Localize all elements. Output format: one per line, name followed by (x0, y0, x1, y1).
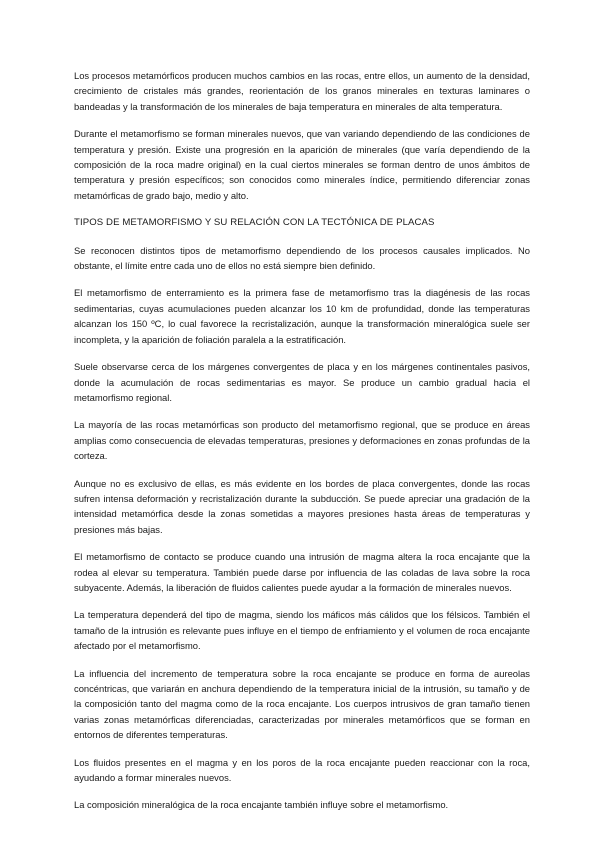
paragraph-convergent-borders: Aunque no es exclusivo de ellas, es más evidente en los bordes de placa convergentes, donde las rocas sufren intensa deformación y recristalización durante la subducción. Se puede apreciar una gradación de la intensidad metamórfica desde la zonas sometidas a mayores presiones hasta áreas de temperaturas y presiones más bajas. (74, 477, 530, 535)
section-heading: TIPOS DE METAMORFISMO Y SU RELACIÓN CON LA TECTÓNICA DE PLACAS (74, 217, 435, 229)
paragraph-contact-metamorphism: El metamorfismo de contacto se produce cuando una intrusión de magma altera la roca encajante que la rodea al elevar su temperatura. También puede darse por influencia de las coladas de lava sobre la roca subyacente. Además, la liberación de fluidos calientes puede ayudar a la formación de minerales nuevos. (74, 551, 530, 593)
paragraph-magma-temperature: La temperatura dependerá del tipo de magma, siendo los máficos más cálidos que los félsicos. También el tamaño de la intrusión es relevante pues influye en el tiempo de enfriamiento y el volumen de roca encajante afectado por el metamorfismo. (74, 609, 530, 652)
paragraph-new-minerals: Durante el metamorfismo se forman minerales nuevos, que van variando dependiendo de las condiciones de temperatura y presión. Existe una progresión en la aparición de minerales (que varía dependiendo de la composición de la roca madre original) en la cual ciertos minerales se forman dentro de unos ámbitos de temperatura y presión específicos; son conocidos como minerales índice, permitiendo diferenciar zonas metamórficas de grado bajo, medio y alto. (74, 128, 530, 201)
paragraph-types-intro: Se reconocen distintos tipos de metamorfismo dependiendo de los procesos causales implicados. No obstante, el límite entre cada uno de ellos no está siempre bien definido. (74, 244, 530, 272)
document-body (74, 68, 530, 825)
paragraph-regional-metamorphism: La mayoría de las rocas metamórficas son producto del metamorfismo regional, que se produce en áreas amplias como consecuencia de elevadas temperaturas, presiones y deformaciones en zonas profundas de la corteza. (74, 419, 530, 462)
paragraph-fluids: Los fluidos presentes en el magma y en los poros de la roca encajante pueden reaccionar con la roca, ayudando a formar minerales nuevos. (74, 756, 530, 784)
paragraph-plate-margins: Suele observarse cerca de los márgenes convergentes de placa y en los márgenes continentales pasivos, donde la acumulación de rocas sedimentarias es mayor. Se produce un cambio gradual hacia el metamorfismo regional. (74, 361, 530, 403)
paragraph-mineral-composition: La composición mineralógica de la roca encajante también influye sobre el metamorfismo. (74, 799, 449, 811)
paragraph-burial-metamorphism: El metamorfismo de enterramiento es la primera fase de metamorfismo tras la diagénesis de las rocas sedimentarias, cuyas acumulaciones pueden alcanzar los 10 km de profundidad, donde las temperaturas alcanzan los 150 ºC, lo cual favorece la recristalización, aunque la transformación mineralógica suele ser incompleta, y la aparición de foliación paralela a la estratificación. (74, 287, 530, 345)
paragraph-aureoles: La influencia del incremento de temperatura sobre la roca encajante se produce en forma de aureolas concéntricas, que variarán en anchura dependiendo de la temperatura inicial de la intrusión, su tamaño y de la composición tanto del magma como de la roca encajante. Los cuerpos intrusivos de gran tamaño tienen varias zonas metamórficas diferenciadas, caracterizadas por minerales metamórficos que se forman en entornos de diferentes temperaturas. (74, 667, 530, 741)
paragraph-metamorphic-changes: Los procesos metamórficos producen muchos cambios en las rocas, entre ellos, un aumento de la densidad, crecimiento de cristales más grandes, reorientación de los granos minerales en texturas laminares o bandeadas y la transformación de los minerales de baja temperatura en minerales de alta temperatura. (74, 70, 530, 112)
